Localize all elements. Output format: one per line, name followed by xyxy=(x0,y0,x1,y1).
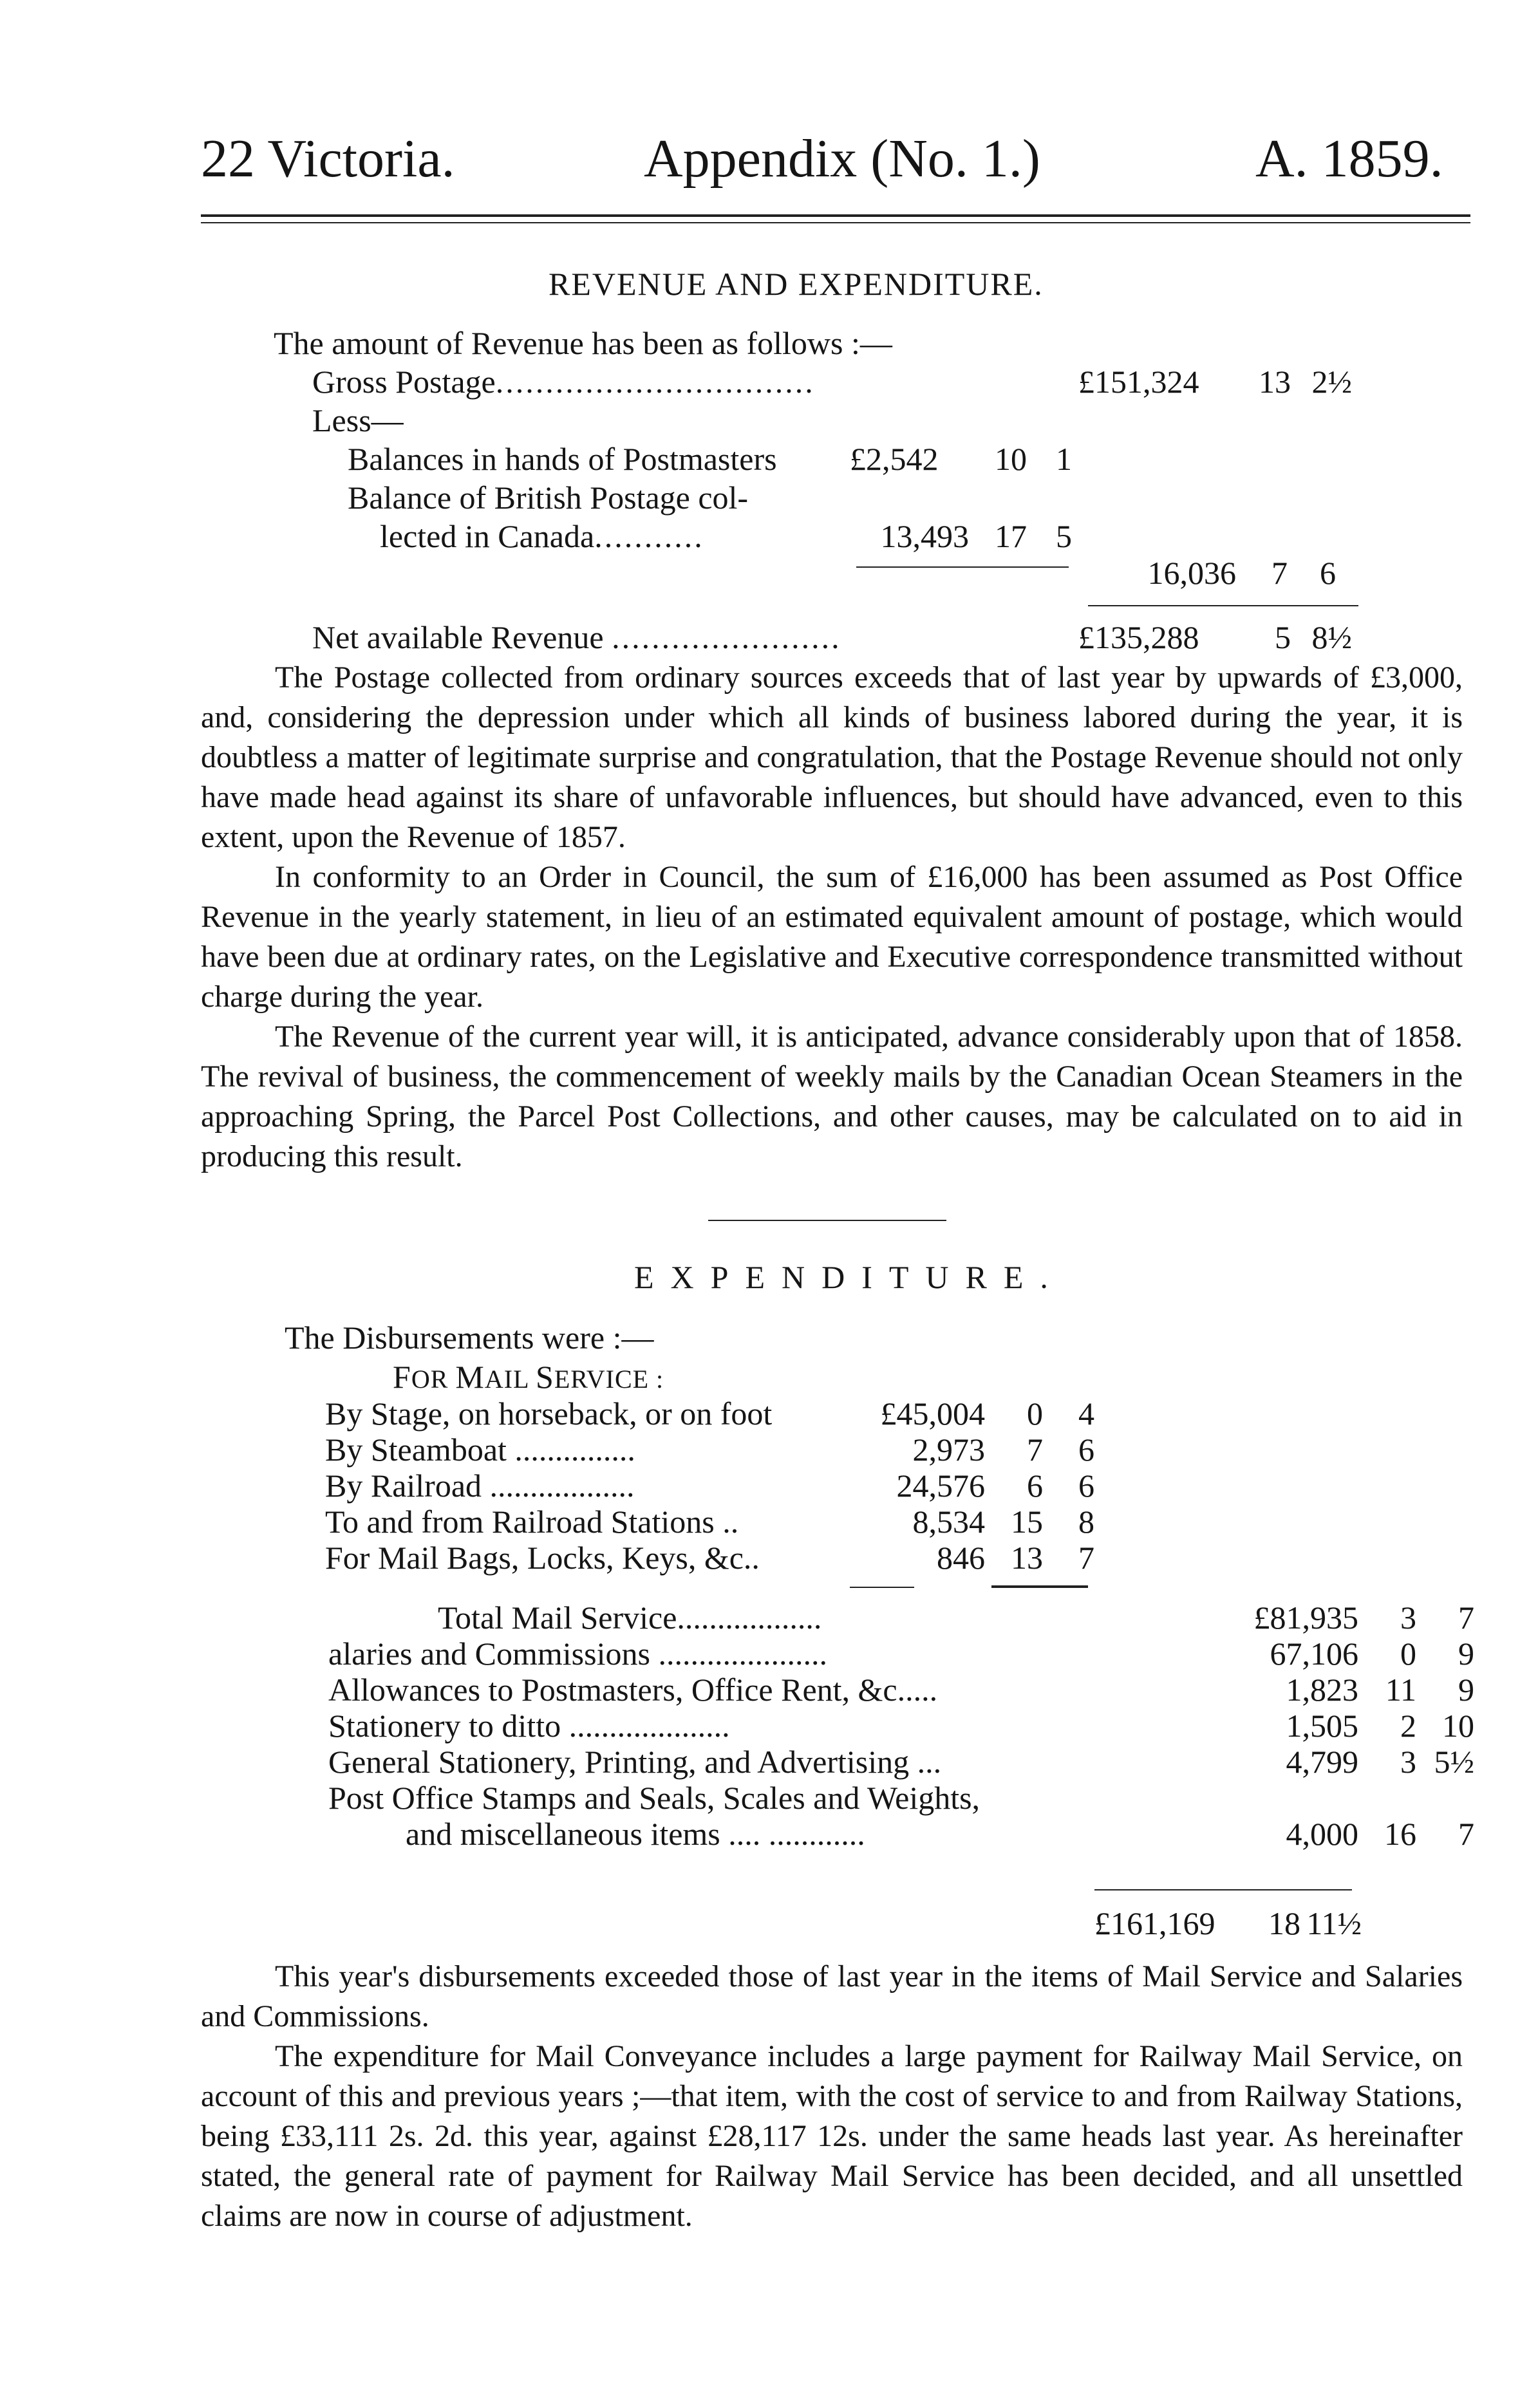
net-amount xyxy=(1078,619,1362,657)
expenditure-item-row xyxy=(328,1816,1474,1852)
bal2-shillings: 17 xyxy=(995,518,1027,554)
expenditure-item-label: alaries and Commissions ..................... xyxy=(328,1636,827,1672)
revenue-paragraph-1: The Postage collected from ordinary sources exceeds that of last year by upwards of £3,000, and, considering the depression under which all kinds of business labored during the year, it is doubtless a matter of legitimate surprise and congratulation, that the Postage Revenue should not only have made head against its share of unfavorable influences, but should have advanced, even to this extent, upon the Revenue of 1857. xyxy=(201,660,1463,854)
mh-or: OR xyxy=(411,1365,456,1394)
gross-postage-row xyxy=(312,364,815,401)
expenditure-item-label: Stationery to ditto .................... xyxy=(328,1708,730,1744)
less-total-amount xyxy=(1107,555,1365,592)
mh-ail: AIL xyxy=(484,1365,536,1394)
section-divider xyxy=(708,1220,946,1221)
net-dots: ....................... xyxy=(612,619,841,655)
header-year: A. 1859. xyxy=(1255,129,1443,189)
mail-item-label: By Steamboat ............... xyxy=(325,1432,635,1468)
exp-total-pounds: £161,169 xyxy=(1094,1905,1215,1941)
balance-british-label-1: Balance of British Postage col- xyxy=(348,480,749,516)
expenditure-item-label: Post Office Stamps and Seals, Scales and Weights, xyxy=(328,1780,980,1816)
expenditure-item-row xyxy=(328,1636,1474,1672)
mail-item-pence: 6 xyxy=(1078,1432,1094,1468)
bal2-pounds: 13,493 xyxy=(880,518,969,554)
bal2-pence: 5 xyxy=(1056,518,1072,554)
header-rule-top xyxy=(201,214,1470,217)
revenue-paragraph-3: The Revenue of the current year will, it is anticipated, advance considerably upon that of 1858. The revival of business, the commencement of weekly mails by the Canadian Ocean Steamers in the approaching Spring, the Parcel Post Collections, and other causes, may be calculated on to aid in producing this result. xyxy=(201,1020,1463,1173)
expenditure-item-shillings: 3 xyxy=(1400,1744,1416,1780)
expenditure-item-row xyxy=(328,1744,1474,1780)
expenditure-item-shillings: 2 xyxy=(1400,1708,1416,1744)
mail-item-pence: 6 xyxy=(1078,1468,1094,1504)
less-total-pence: 6 xyxy=(1320,555,1336,591)
mail-item-label: By Stage, on horseback, or on foot xyxy=(325,1395,773,1432)
expenditure-total xyxy=(1094,1905,1365,1943)
mh-f: F xyxy=(393,1359,411,1395)
bal2-dots: ........... xyxy=(594,518,704,554)
expenditure-item-label: and miscellaneous items .... ............ xyxy=(406,1816,865,1852)
expenditure-item-pounds: 4,000 xyxy=(1286,1816,1358,1852)
mail-item-pounds: £45,004 xyxy=(880,1395,985,1432)
revenue-paragraphs xyxy=(201,658,1463,1177)
bal1-pence: 1 xyxy=(1056,441,1072,477)
subtotal-rule xyxy=(856,566,1069,568)
expenditure-item-row xyxy=(328,1600,1474,1636)
header-appendix: Appendix (No. 1.) xyxy=(644,129,1040,189)
expenditure-item-row xyxy=(328,1780,1474,1816)
gross-label: Gross Postage xyxy=(312,364,496,400)
revenue-paragraph-2: In conformity to an Order in Council, the sum of £16,000 has been assumed as Post Office Revenue in the yearly statement, in lieu of an estimated equivalent amount of postage, which would have been due at ordinary rates, on the Legislative and Executive correspondence transmitted without charge during the year. xyxy=(201,860,1463,1014)
expenditure-item-pounds xyxy=(1204,1780,1358,1816)
mail-item-label: By Railroad .................. xyxy=(325,1468,635,1504)
gross-shillings: 13 xyxy=(1259,364,1291,400)
mail-item-pence: 7 xyxy=(1078,1540,1094,1576)
expenditure-item-shillings: 16 xyxy=(1384,1816,1416,1852)
less-label: Less— xyxy=(312,402,404,438)
expenditure-item-pence: 10 xyxy=(1442,1708,1474,1744)
gross-amount xyxy=(1078,364,1362,401)
mail-item-pounds: 2,973 xyxy=(912,1432,985,1468)
mail-item-label: To and from Railroad Stations .. xyxy=(325,1504,739,1540)
revenue-intro: The amount of Revenue has been as follows :— xyxy=(274,325,892,361)
mail-item-row xyxy=(325,1432,1094,1468)
mail-item-shillings: 6 xyxy=(1027,1468,1043,1504)
net-rule xyxy=(1088,605,1358,606)
expenditure-paragraph-2: The expenditure for Mail Conveyance includes a large payment for Railway Mail Service, on account of this and previous years ;—that item, with the cost of service to and from Railway Stations, being £33,111 2s. 2d. this year, against £28,117 12s. under the same heads last year. As hereinafter stated, the general rate of payment for Railway Mail Service has been decided, and all unsettled claims are now in course of adjustment. xyxy=(201,2039,1463,2233)
balance-british-amount xyxy=(850,518,1082,555)
expenditure-paragraph-1: This year's disbursements exceeded those of last year in the items of Mail Service and Salaries and Commissions. xyxy=(201,1959,1463,2033)
mh-s: S xyxy=(536,1359,554,1395)
mail-item-pounds: 8,534 xyxy=(912,1504,985,1540)
expenditure-item-pence xyxy=(1416,1780,1474,1816)
mh-m: M xyxy=(455,1359,485,1395)
gross-pence: 2½ xyxy=(1311,364,1352,400)
net-shillings: 5 xyxy=(1275,619,1291,655)
mail-item-pounds: 846 xyxy=(937,1540,985,1576)
mail-item-shillings: 7 xyxy=(1027,1432,1043,1468)
net-revenue-row xyxy=(312,619,841,657)
mh-ervice: ERVICE : xyxy=(554,1365,664,1394)
disbursements-intro: The Disbursements were :— xyxy=(285,1320,654,1356)
expenditure-item-pounds: 67,106 xyxy=(1270,1636,1358,1672)
expenditure-item-pence: 9 xyxy=(1458,1672,1474,1708)
expenditure-item-row xyxy=(328,1708,1474,1744)
header-rule-bottom xyxy=(201,222,1470,223)
expenditure-item-label: Allowances to Postmasters, Office Rent, &c..... xyxy=(328,1672,938,1708)
expenditure-paragraphs xyxy=(201,1957,1463,2236)
mail-item-pounds: 24,576 xyxy=(896,1468,985,1504)
mail-item-row xyxy=(325,1540,1094,1576)
mail-item-shillings: 15 xyxy=(1011,1504,1043,1540)
expenditure-item-label: General Stationery, Printing, and Advertising ... xyxy=(328,1744,942,1780)
expenditure-table xyxy=(328,1600,1474,1852)
expenditure-item-pence: 7 xyxy=(1458,1816,1474,1852)
less-total-shillings: 7 xyxy=(1271,555,1288,591)
expenditure-item-pounds: £81,935 xyxy=(1253,1600,1358,1636)
expenditure-item-pounds: 1,505 xyxy=(1286,1708,1358,1744)
expenditure-item-pence: 5½ xyxy=(1434,1744,1474,1780)
balance-postmasters-label: Balances in hands of Postmasters xyxy=(348,441,777,477)
expenditure-item-pence: 7 xyxy=(1458,1600,1474,1636)
net-pence: 8½ xyxy=(1311,619,1352,655)
mail-item-pence: 8 xyxy=(1078,1504,1094,1540)
expenditure-item-shillings: 0 xyxy=(1400,1636,1416,1672)
expenditure-item-label: Total Mail Service.................. xyxy=(438,1600,822,1636)
gross-dots: ................................ xyxy=(495,364,815,400)
expenditure-item-shillings: 11 xyxy=(1385,1672,1416,1708)
mail-sum-rule-2 xyxy=(991,1585,1088,1588)
mail-item-pence: 4 xyxy=(1078,1395,1094,1432)
exp-total-shillings: 18 xyxy=(1268,1905,1300,1941)
mail-service-table xyxy=(325,1395,1094,1576)
expenditure-item-row xyxy=(328,1672,1474,1708)
mail-item-row xyxy=(325,1504,1094,1540)
mail-item-label: For Mail Bags, Locks, Keys, &c.. xyxy=(325,1540,760,1576)
mail-sum-rule-1 xyxy=(850,1587,914,1588)
bal2-label: lected in Canada xyxy=(380,518,595,554)
mail-service-heading xyxy=(393,1358,664,1395)
expenditure-item-pounds: 4,799 xyxy=(1286,1744,1358,1780)
less-total-pounds: 16,036 xyxy=(1147,555,1236,591)
section-title-expenditure: EXPENDITURE. xyxy=(634,1259,1065,1295)
bal1-pounds: £2,542 xyxy=(850,441,939,477)
gross-pounds: £151,324 xyxy=(1078,364,1199,400)
header-session: 22 Victoria. xyxy=(201,129,455,189)
mail-item-row xyxy=(325,1395,1094,1432)
mail-item-row xyxy=(325,1468,1094,1504)
mail-item-shillings: 13 xyxy=(1011,1540,1043,1576)
net-label: Net available Revenue xyxy=(312,619,604,655)
bal1-shillings: 10 xyxy=(995,441,1027,477)
mail-item-shillings: 0 xyxy=(1027,1395,1043,1432)
net-pounds: £135,288 xyxy=(1078,619,1199,655)
expenditure-item-shillings: 3 xyxy=(1400,1600,1416,1636)
expenditure-item-pounds: 1,823 xyxy=(1286,1672,1358,1708)
section-title-revenue: REVENUE AND EXPENDITURE. xyxy=(549,266,1044,302)
expenditure-item-shillings xyxy=(1358,1780,1416,1816)
balance-postmasters-amount xyxy=(850,441,1082,478)
expenditure-item-pence: 9 xyxy=(1458,1636,1474,1672)
exp-total-pence: 11½ xyxy=(1306,1905,1362,1941)
expenditure-total-rule xyxy=(1094,1889,1352,1890)
balance-british-label-2 xyxy=(380,518,704,555)
